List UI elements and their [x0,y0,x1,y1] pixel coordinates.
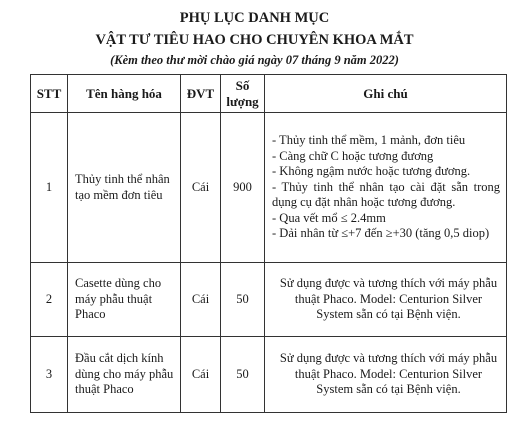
row-unit: Cái [181,113,221,263]
document-subtitle: (Kèm theo thư mời chào giá ngày 07 tháng 9 năm 2022) [110,53,399,67]
row-unit: Cái [181,263,221,337]
header-item-name: Tên hàng hóa [68,75,181,113]
supplies-table [30,74,507,413]
table-header-row [31,75,507,113]
note-line: - Không ngậm nước hoặc tương đương. [272,164,471,179]
note-line: - Thủy tinh thể nhân tạo cài đặt sẵn trong dụng cụ đặt nhân hoặc tương đương. [272,179,500,210]
note-line: - Dải nhân từ ≤+7 đến ≥+30 (tăng 0,5 diop) [272,226,490,241]
row-quantity: 50 [221,263,265,337]
row-item-name: Casette dùng cho máy phẫu thuật Phaco [68,263,181,337]
appendix-title: PHỤ LỤC DANH MỤC [179,10,330,26]
table-row [31,263,507,337]
note-line: - Thủy tinh thể mềm, 1 mảnh, đơn tiêu [272,133,466,148]
row-quantity: 50 [221,337,265,413]
row-notes: Sử dụng được và tương thích với máy phẫu thuật Phaco. Model: Centurion Silver System sẵn có tại Bệnh viện. [265,263,507,337]
row-notes: Sử dụng được và tương thích với máy phẫu thuật Phaco. Model: Centurion Silver System sẵn có tại Bệnh viện. [265,337,507,413]
row-stt: 3 [31,337,68,413]
header-stt: STT [31,75,68,113]
row-notes [265,113,507,263]
note-line: - Qua vết mổ ≤ 2.4mm [272,210,386,225]
row-unit: Cái [181,337,221,413]
row-item-name: Đầu cắt dịch kính dùng cho máy phẫu thuật Phaco [68,337,181,413]
row-item-name: Thủy tinh thể nhân tạo mềm đơn tiêu [68,113,181,263]
note-line: - Càng chữ C hoặc tương đương [272,148,434,163]
header-unit: ĐVT [181,75,221,113]
header-quantity: Số lượng [221,75,265,113]
table-row [31,337,507,413]
catalog-title: VẬT TƯ TIÊU HAO CHO CHUYÊN KHOA MẮT [95,32,414,48]
row-stt: 1 [31,113,68,263]
row-stt: 2 [31,263,68,337]
table-row [31,113,507,263]
header-notes: Ghi chú [265,75,507,113]
row-quantity: 900 [221,113,265,263]
